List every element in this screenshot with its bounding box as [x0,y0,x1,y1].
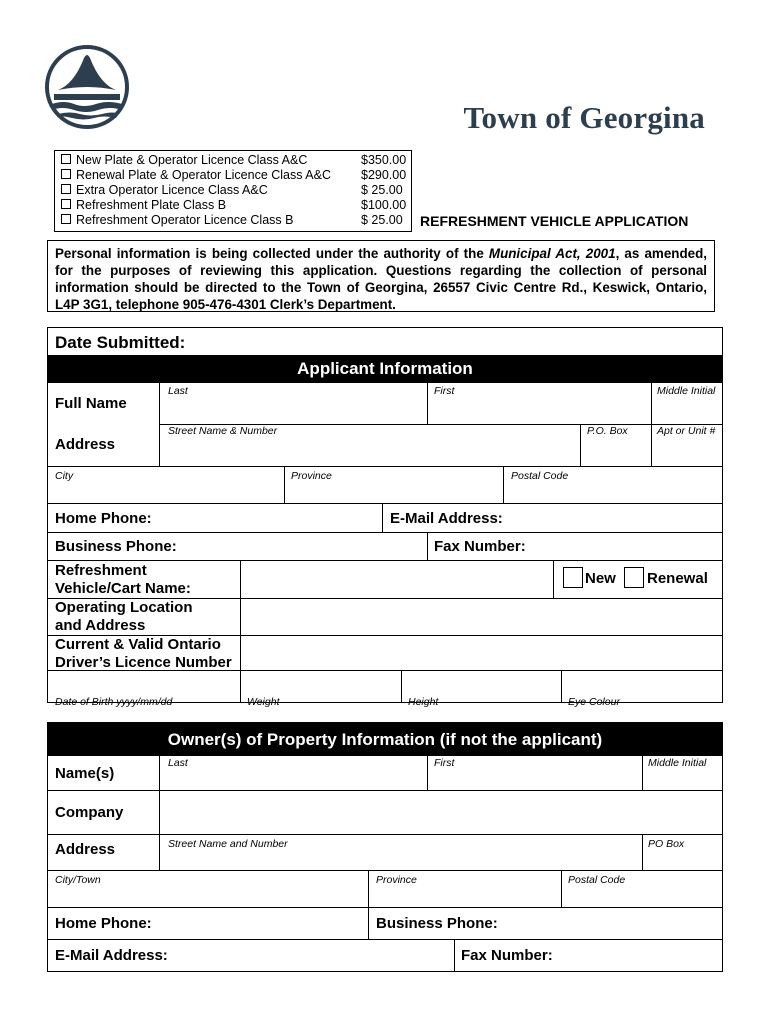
divider [47,939,723,940]
company-input[interactable] [160,792,721,832]
divider [503,466,504,504]
divider [47,670,723,671]
divider [642,834,643,870]
fee-row [61,213,405,228]
divider [47,466,723,467]
application-title: REFRESHMENT VEHICLE APPLICATION [420,213,689,229]
owner-middle-initial-caption: Middle Initial [648,757,707,769]
fee-row [61,153,405,168]
dob-caption: Date of Birth yyyy/mm/dd [55,696,173,708]
full-name-label: Full Name [55,395,127,412]
owner-email-label: E-Mail Address: [55,947,168,964]
checkbox-refreshment-plate[interactable] [61,199,71,209]
new-label: New [585,570,616,587]
divider [47,503,723,504]
divider [553,560,554,598]
checkbox-renewal-plate[interactable] [61,169,71,179]
date-submitted-label: Date Submitted: [55,333,186,352]
city-caption: City [55,470,74,482]
vehicle-name-input[interactable] [242,562,550,596]
checkbox-refreshment-operator[interactable] [61,214,71,224]
divider [368,907,369,939]
fee-price: $290.00 [361,168,407,182]
owner-name-input[interactable] [160,769,641,789]
company-label: Company [55,804,124,821]
town-logo-icon [44,44,130,130]
divider [401,670,402,703]
owner-province-caption: Province [376,874,417,886]
privacy-notice [47,240,715,312]
vehicle-name-label-line2: Vehicle/Cart Name: [55,580,191,597]
divider [47,834,723,835]
notice-text: , as amended, for the purposes of reviewing this application. Questions regarding the collection of personal information should be directed to the Town of Georgina, 26557 Civic Centre Rd., Keswick, Ontario, L4P 3G1, telephone 905-476-4301 Clerk’s Department. [55,246,707,312]
divider [642,756,643,790]
business-phone-label: Business Phone: [55,538,177,555]
new-checkbox[interactable] [563,567,583,588]
fee-label: Refreshment Operator Licence Class B [76,213,294,227]
fee-label: Refreshment Plate Class B [76,198,227,212]
divider [47,790,723,791]
weight-caption: Weight [247,696,280,708]
renewal-label: Renewal [647,570,708,587]
org-title: Town of Georgina [463,100,705,135]
divider [382,503,383,532]
po-box-caption: P.O. Box [587,425,628,437]
fee-row [61,183,405,198]
owner-first-caption: First [434,757,455,769]
divider [47,532,723,533]
owner-last-caption: Last [168,757,188,769]
divider [47,560,723,561]
apt-unit-caption: Apt or Unit # [657,425,716,437]
checkbox-new-plate[interactable] [61,154,71,164]
street-input[interactable] [160,438,578,466]
vehicle-name-label-line1: Refreshment [55,562,147,579]
owner-city-caption: City/Town [55,874,101,886]
email-label: E-Mail Address: [390,510,503,527]
licence-label-line1: Current & Valid Ontario [55,636,221,653]
notice-text: Personal information is being collected under the authority of the [55,246,489,261]
divider [454,939,455,972]
eye-colour-caption: Eye Colour [568,696,620,708]
owner-po-box-caption: PO Box [648,838,685,850]
fee-row [61,168,405,183]
fee-price: $ 25.00 [361,213,403,227]
divider [47,870,723,871]
height-caption: Height [408,696,439,708]
checkbox-extra-operator[interactable] [61,184,71,194]
first-name-caption: First [434,385,455,397]
fee-table [54,150,412,232]
fax-label: Fax Number: [434,538,526,555]
middle-initial-caption: Middle Initial [657,385,716,397]
licence-number-input[interactable] [242,637,721,669]
owner-form [47,722,723,972]
fee-label: Renewal Plate & Operator Licence Class A&C [76,168,331,182]
applicant-section-header: Applicant Information [47,355,723,383]
divider [427,532,428,560]
last-name-caption: Last [168,385,188,397]
address-label: Address [55,436,116,453]
postal-code-caption: Postal Code [511,470,569,482]
divider [561,670,562,703]
renewal-checkbox[interactable] [624,567,644,588]
operating-location-label-line1: Operating Location [55,599,193,616]
owner-street-caption: Street Name and Number [168,838,288,850]
fee-row [61,198,405,213]
divider [561,870,562,907]
fee-price: $350.00 [361,153,407,167]
divider [580,424,581,467]
owner-business-phone-label: Business Phone: [376,915,498,932]
divider [651,383,652,467]
licence-label-line2: Driver’s Licence Number [55,654,232,671]
full-name-input[interactable] [160,397,650,423]
fee-price: $100.00 [361,198,407,212]
fee-label: Extra Operator Licence Class A&C [76,183,268,197]
fee-price: $ 25.00 [361,183,403,197]
operating-location-label-line2: and Address [55,617,146,634]
divider [240,670,241,703]
owner-section-header: Owner(s) of Property Information (if not the applicant) [47,722,723,756]
divider [368,870,369,907]
street-caption: Street Name & Number [168,425,278,437]
owner-fax-label: Fax Number: [461,947,553,964]
province-caption: Province [291,470,332,482]
operating-location-input[interactable] [242,600,721,633]
divider [240,560,241,670]
owner-postal-code-caption: Postal Code [568,874,626,886]
owner-address-label: Address [55,841,116,858]
names-label: Name(s) [55,765,115,782]
divider [284,466,285,504]
notice-act: Municipal Act, 2001 [488,246,616,261]
owner-home-phone-label: Home Phone: [55,915,152,932]
fee-label: New Plate & Operator Licence Class A&C [76,153,308,167]
home-phone-label: Home Phone: [55,510,152,527]
divider [47,907,723,908]
